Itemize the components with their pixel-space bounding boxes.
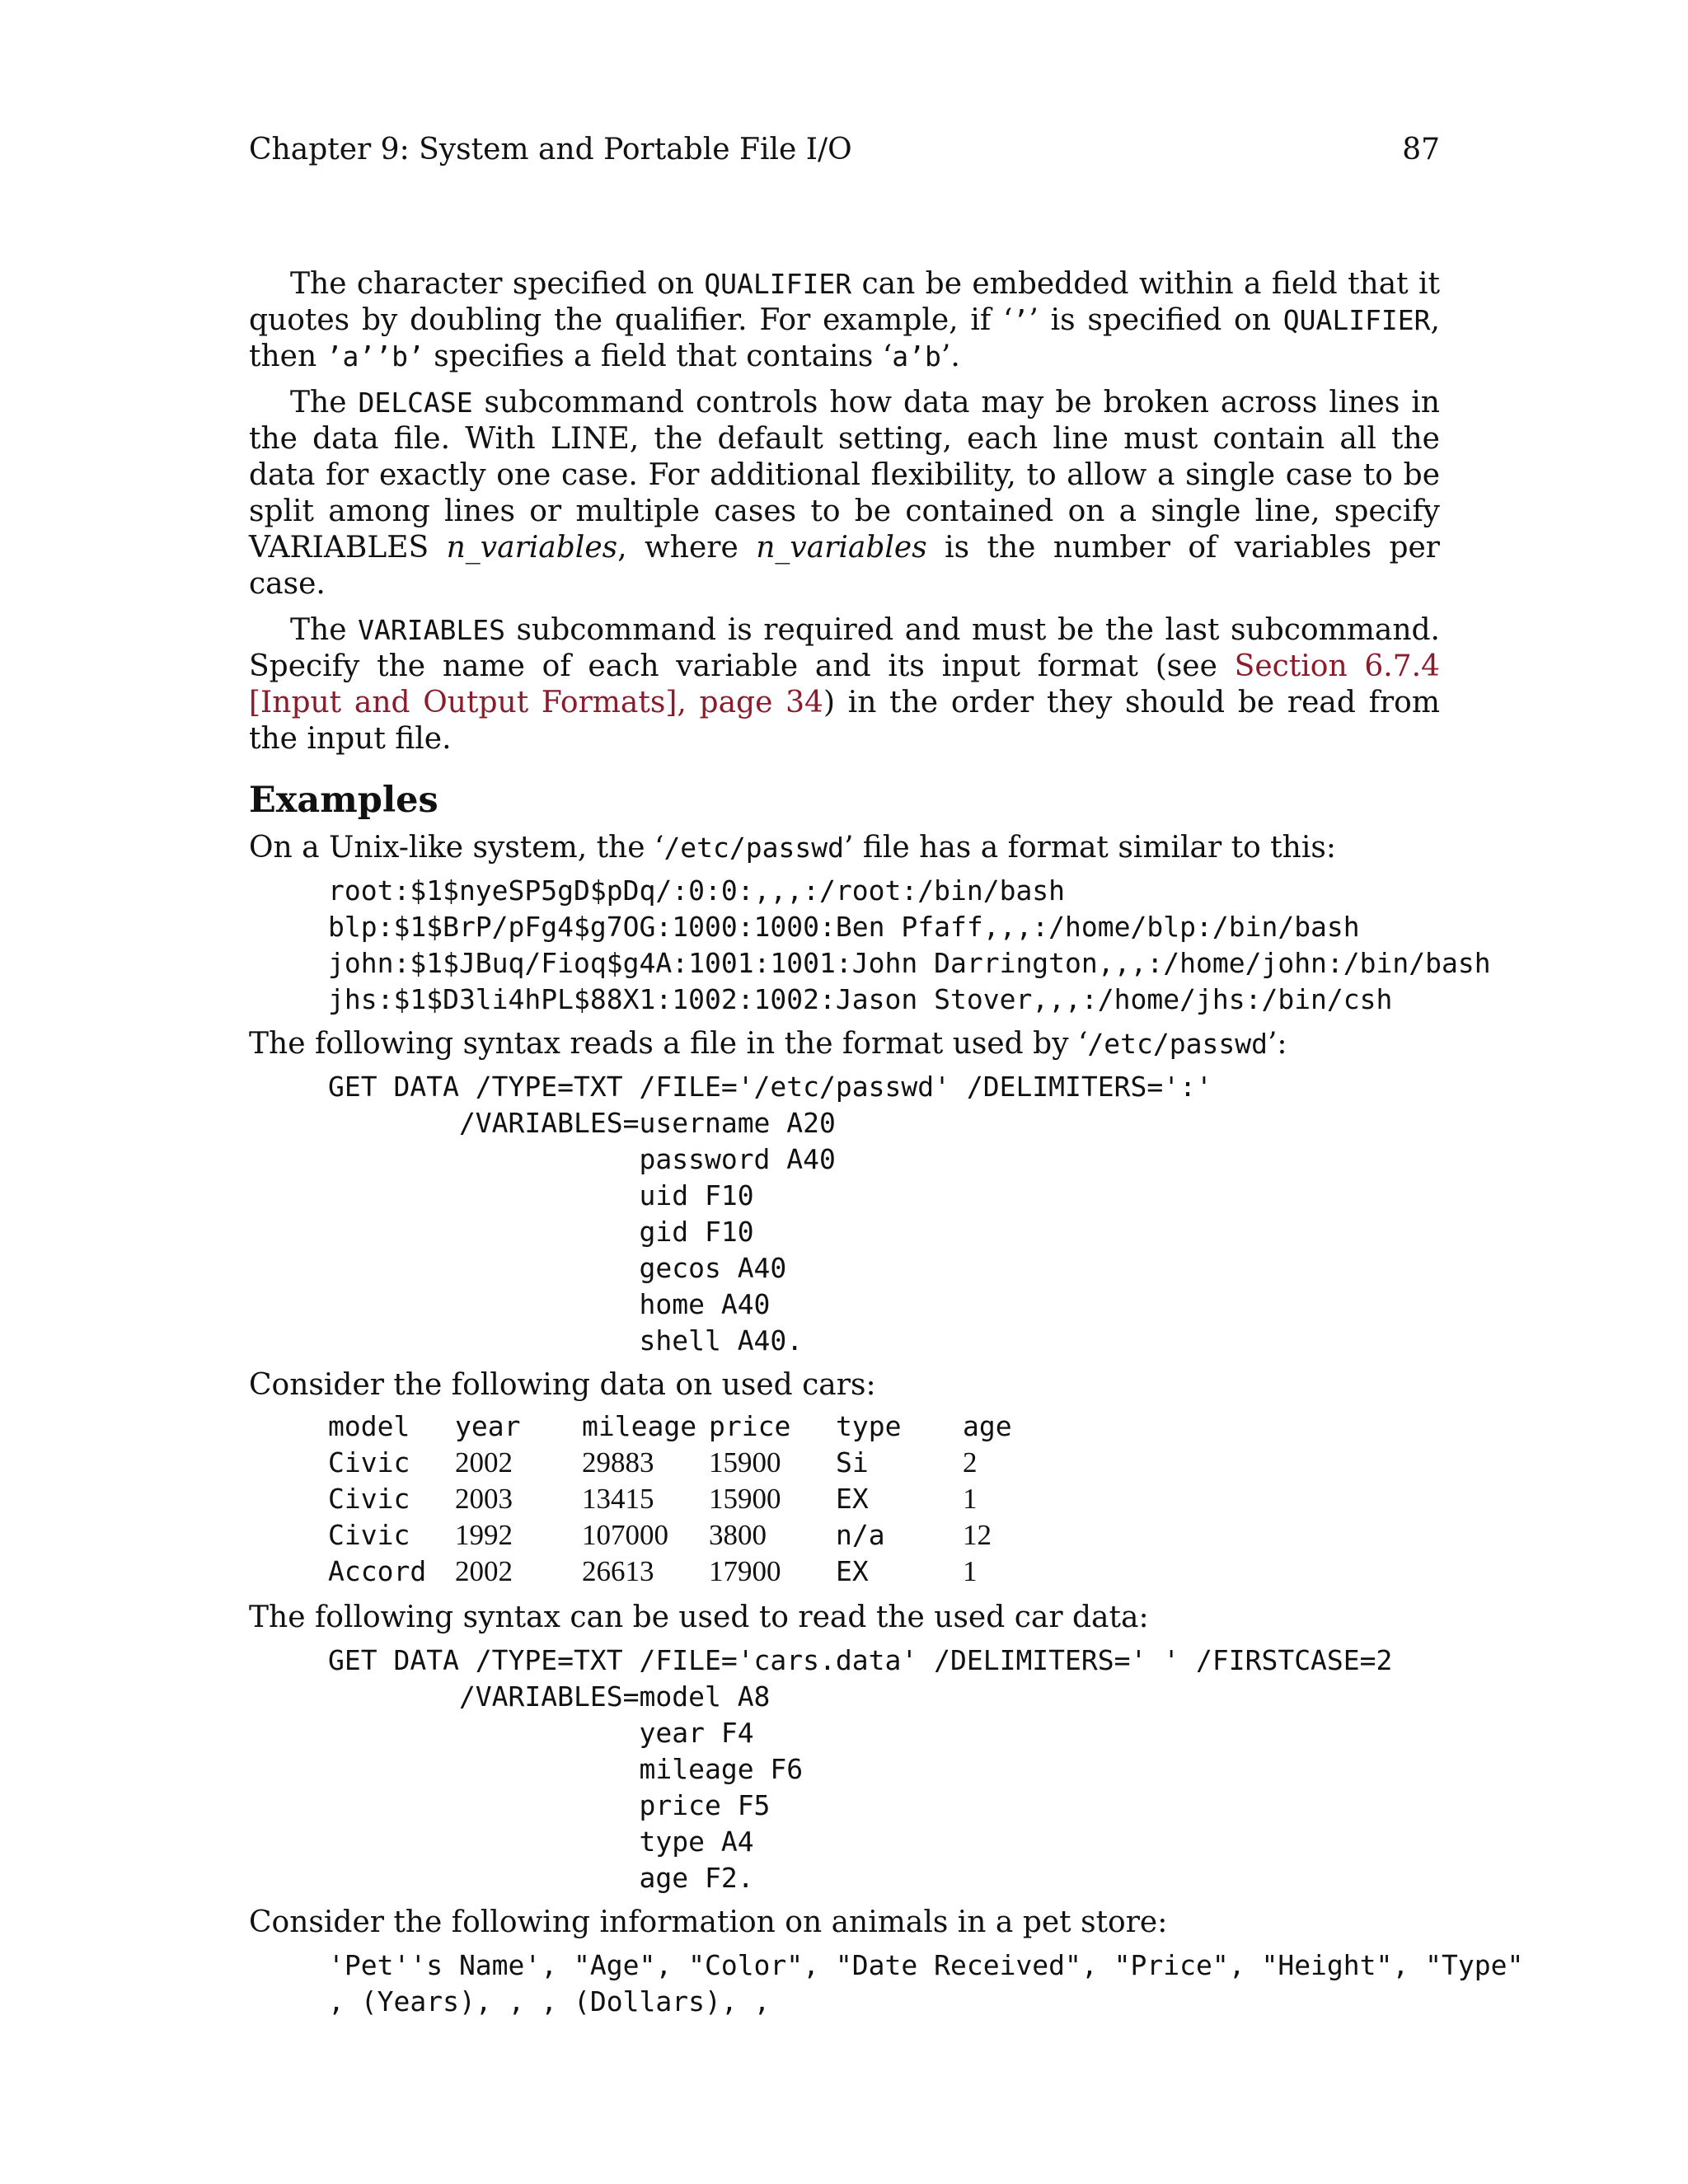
examples-heading: Examples bbox=[249, 780, 438, 821]
table-row bbox=[328, 1519, 1090, 1555]
passwd-intro: On a Unix-like system, the ‘/etc/passwd’ file has a format similar to this: bbox=[249, 831, 1336, 865]
code-term: ’a’’b’ bbox=[326, 340, 424, 373]
table-row bbox=[328, 1446, 1090, 1483]
passwd-syntax-code: GET DATA /TYPE=TXT /FILE='/etc/passwd' /DELIMITERS=':' /VARIABLES=username A20 password A40 uid F10 gid F10 gecos A40 home A40 shell A40. bbox=[328, 1071, 1212, 1357]
cars-syntax-code: GET DATA /TYPE=TXT /FILE='cars.data' /DELIMITERS=' ' /FIRSTCASE=2 /VARIABLES=model A8 year F4 mileage F6 price F5 type A4 age F2. bbox=[328, 1644, 1393, 1894]
table-cell: 12 bbox=[963, 1519, 992, 1551]
variables-paragraph: The VARIABLES subcommand is required and must be the last subcommand. Specify the name of each variable and its input format (see Section 6.7.4 [Input and Output Formats], page 34) in the order they should be read from the input file. bbox=[249, 613, 1440, 756]
page-body bbox=[249, 266, 1524, 2028]
table-cell: 107000 bbox=[582, 1519, 668, 1551]
table-cell: 13415 bbox=[582, 1483, 654, 1515]
chapter-title: Chapter 9: System and Portable File I/O bbox=[249, 133, 852, 166]
delcase-paragraph: The DELCASE subcommand controls how data may be broken across lines in the data file. With LINE, the default setting, each line must contain all the data for exactly one case. For additional flexibility, to allow a single case to be split among lines or multiple cases to be contained on a single line, specify VARIABLES n_variables, where n_variables is the number of variables per case. bbox=[249, 386, 1441, 601]
passwd-example-code: root:$1$nyeSP5gD$pDq/:0:0:,,,:/root:/bin/bash blp:$1$BrP/pFg4$g7OG:1000:1000:Ben Pfaff,,,:/home/blp:/bin/bash john:$1$JBuq/Fioq$g4A:1001:1001:John Darrington,,,:/home/john:/bin/bash jhs:$1$D3li4hPL$88X1:1002:1002:Jason Stover,,,:/home/jhs:/bin/csh bbox=[328, 874, 1491, 1015]
column-header: age bbox=[963, 1410, 1012, 1442]
used-cars-table bbox=[328, 1410, 1090, 1591]
table-row bbox=[328, 1555, 1090, 1591]
table-header-row bbox=[328, 1410, 1090, 1446]
column-header: model bbox=[328, 1410, 410, 1442]
pets-data-code: 'Pet''s Name', "Age", "Color", "Date Received", "Price", "Height", "Type" , (Years), , , (Dollars), , bbox=[328, 1949, 1524, 2018]
pets-intro: Consider the following information on animals in a pet store: bbox=[249, 1905, 1168, 1939]
code-term: /etc/passwd bbox=[663, 832, 844, 864]
column-header: mileage bbox=[582, 1410, 697, 1442]
table-cell: 1992 bbox=[455, 1519, 513, 1551]
column-header: year bbox=[455, 1410, 521, 1442]
running-header bbox=[249, 130, 1440, 170]
code-term: a’b bbox=[892, 340, 941, 373]
italic-term: n_variables bbox=[756, 531, 927, 565]
qualifier-paragraph: The character specified on QUALIFIER can be embedded within a field that it quotes by doubling the qualifier. For example, if ‘’’ is specified on QUALIFIER, then ’a’’b’ specifies a field that contains ‘a’b’. bbox=[249, 267, 1440, 373]
cars-syntax-intro: The following syntax can be used to read the used car data: bbox=[249, 1601, 1149, 1634]
table-cell: 2 bbox=[963, 1446, 978, 1479]
table-cell: Civic bbox=[328, 1446, 410, 1479]
table-cell: 2002 bbox=[455, 1555, 513, 1587]
cars-intro: Consider the following data on used cars: bbox=[249, 1368, 876, 1402]
column-header: type bbox=[836, 1410, 902, 1442]
table-cell: 2002 bbox=[455, 1446, 513, 1479]
table-cell: 29883 bbox=[582, 1446, 654, 1479]
code-term: ’ bbox=[1012, 304, 1029, 336]
table-cell: 3800 bbox=[709, 1519, 767, 1551]
table-cell: Civic bbox=[328, 1483, 410, 1515]
code-term: VARIABLES bbox=[358, 614, 505, 646]
table-row bbox=[328, 1483, 1090, 1519]
code-term: /etc/passwd bbox=[1087, 1028, 1268, 1060]
code-term: QUALIFIER bbox=[704, 268, 852, 300]
cross-reference-link[interactable]: Section 6.7.4 [Input and Output Formats], page 34 bbox=[249, 649, 1440, 719]
italic-term: n_variables bbox=[446, 531, 618, 565]
table-cell: Si bbox=[836, 1446, 869, 1479]
page-number: 87 bbox=[1402, 133, 1440, 166]
table-cell: 1 bbox=[963, 1483, 978, 1515]
table-cell: n/a bbox=[836, 1519, 885, 1551]
table-cell: EX bbox=[836, 1555, 869, 1587]
table-cell: 15900 bbox=[709, 1446, 781, 1479]
table-cell: EX bbox=[836, 1483, 869, 1515]
code-term: QUALIFIER bbox=[1282, 304, 1431, 336]
table-cell: 26613 bbox=[582, 1555, 654, 1587]
table-cell: 15900 bbox=[709, 1483, 781, 1515]
table-cell: 1 bbox=[963, 1555, 978, 1587]
table-cell: 17900 bbox=[709, 1555, 781, 1587]
table-cell: Accord bbox=[328, 1555, 427, 1587]
table-cell: Civic bbox=[328, 1519, 410, 1551]
syntax-intro: The following syntax reads a file in the format used by ‘/etc/passwd’: bbox=[249, 1027, 1287, 1061]
table-cell: 2003 bbox=[455, 1483, 513, 1515]
column-header: price bbox=[709, 1410, 791, 1442]
code-term: DELCASE bbox=[358, 387, 473, 419]
